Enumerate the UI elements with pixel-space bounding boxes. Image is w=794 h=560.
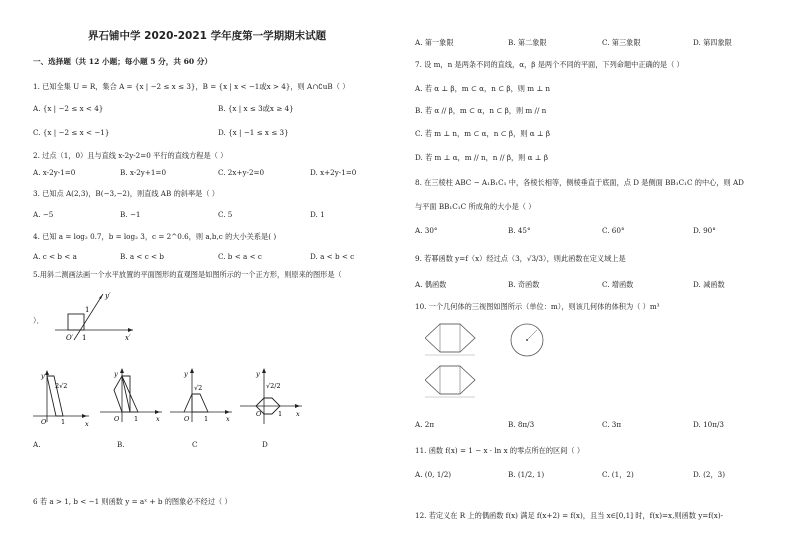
- y-label: y: [256, 370, 260, 378]
- x-label: x: [296, 410, 300, 418]
- q2-option-d: D. x+2y-1=0: [310, 168, 357, 177]
- q7-option-c: C. 若 m ⊥ n，m ⊂ α，n ⊂ β，则 α ⊥ β: [415, 129, 551, 138]
- q3-option-a: A. −5: [33, 210, 54, 219]
- q10-option-d: D. 10π/3: [693, 420, 724, 429]
- q1-option-b: B. {x | x ≤ 3或x ≥ 4}: [218, 104, 294, 113]
- q3-option-d: D. 1: [310, 210, 325, 219]
- q2-option-b: B. x-2y+1=0: [120, 168, 167, 177]
- y-label: y: [114, 370, 118, 378]
- q7-option-b: B. 若 α // β，m ⊂ α，n ⊂ β，则 m // n: [415, 106, 547, 115]
- q2-option-a: A. x-2y-1=0: [33, 168, 76, 177]
- one-label: 1: [85, 306, 90, 314]
- question-8-line2: 与平面 BB₁C₁C 所成角的大小是（ ）: [415, 202, 536, 211]
- q4-option-a: A. c < b < a: [33, 252, 77, 261]
- q2-option-c: C. 2x+y-2=0: [218, 168, 265, 177]
- one-label: 1: [134, 415, 139, 423]
- q1-option-d: D. {x | −1 ≤ x ≤ 3}: [218, 128, 289, 137]
- question-11: 11. 函数 f(x) = 1 − x · ln x 的零点所在的区间（ ）: [415, 446, 585, 455]
- one-label: 1: [82, 334, 87, 342]
- q10-three-view-figure: [425, 320, 555, 400]
- q5-option-b-figure: [100, 368, 166, 428]
- q3-option-b: B. −1: [120, 210, 141, 219]
- o-label: O: [256, 410, 262, 418]
- one-label: 1: [61, 418, 66, 426]
- question-6: 6 若 a > 1, b < −1 则函数 y = aˣ + b 的图象必不经过（ ）: [33, 497, 232, 506]
- y-label: y: [184, 370, 188, 378]
- o-label: O: [114, 415, 120, 423]
- question-2: 2. 过点（1，0）且与直线 x-2y-2=0 平行的直线方程是（ ）: [33, 151, 228, 160]
- q11-option-b: B. (1/2, 1): [508, 470, 545, 479]
- question-8-line1: 8. 在三棱柱 ABC − A₁B₁C₁ 中，各棱长相等，侧棱垂直于底面，点 D 是侧面 BB₁C₁C 的中心，则 AD: [415, 178, 744, 187]
- section-heading: 一、选择题（共 12 小题；每小题 5 分，共 60 分）: [33, 57, 212, 66]
- q5-option-d: D: [262, 440, 268, 449]
- q5-option-d-figure: [240, 368, 306, 428]
- y-prime-label: y′: [105, 292, 111, 300]
- q9-option-b: B. 奇函数: [508, 280, 540, 289]
- q5-option-c-figure: [170, 368, 236, 428]
- question-9: 9. 若幂函数 y=f（x）经过点（3，√3/3），则此函数在定义域上是: [415, 254, 626, 263]
- q6-option-b: B. 第二象限: [508, 38, 547, 47]
- y-label: y: [41, 372, 45, 380]
- q10-option-b: B. 8π/3: [508, 420, 535, 429]
- q11-option-c: C. (1，2): [602, 470, 634, 479]
- one-label: 1: [204, 415, 209, 423]
- o-prime-label: O′: [66, 334, 74, 342]
- q4-option-c: C. b < a < c: [218, 252, 262, 261]
- x-label: x: [156, 415, 160, 423]
- q9-option-c: C. 增函数: [602, 280, 634, 289]
- q1-option-a: A. {x | −2 ≤ x < 4}: [33, 104, 104, 113]
- question-12: 12. 若定义在 R 上的偶函数 f(x) 满足 f(x+2) = f(x)，且当 x∈[0,1] 时，f(x)=x,则函数 y=f(x)-: [415, 511, 724, 520]
- q3-option-c: C. 5: [218, 210, 233, 219]
- q5-intuitive-figure: [55, 290, 140, 345]
- q8-option-a: A. 30°: [415, 226, 438, 235]
- q10-option-a: A. 2π: [415, 420, 435, 429]
- two-sqrt2-label: 2√2: [55, 382, 68, 390]
- question-5-tail: ）．: [33, 316, 44, 325]
- one-label: 1: [278, 410, 283, 418]
- o-label: O: [184, 415, 190, 423]
- q4-option-b: B. a < c < b: [120, 252, 164, 261]
- q7-option-d: D. 若 m ⊥ α，m // n，n // β，则 α ⊥ β: [415, 153, 548, 162]
- page-title: 界石铺中学 2020-2021 学年度第一学期期末试题: [88, 30, 327, 42]
- q5-option-c: C: [192, 440, 198, 449]
- o-label: O: [41, 418, 47, 426]
- question-1: 1. 已知全集 U = R，集合 A = {x | −2 ≤ x ≤ 3}，B = {x | x < −1或x > 4}，则 A∩∁uB（ ）: [33, 82, 350, 91]
- question-4: 4. 已知 a = log₂ 0.7，b = log₂ 3，c = 2^0.6，则 a,b,c 的大小关系是( ): [33, 232, 277, 241]
- q9-option-d: D. 减函数: [693, 280, 725, 289]
- q7-option-a: A. 若 α ⊥ β，m ⊂ α，n ⊂ β，则 m ⊥ n: [415, 84, 551, 93]
- q5-option-a-figure: [33, 368, 93, 428]
- question-7: 7. 设 m，n 是两条不同的直线，α，β 是两个不同的平面，下列命题中正确的是（ ）: [415, 60, 684, 69]
- question-10: 10. 一个几何体的三视图如图所示（单位：m），则该几何体的体积为（ ）m³: [415, 302, 660, 311]
- q6-option-a: A. 第一象限: [415, 38, 454, 47]
- q11-option-d: D. (2，3): [693, 470, 726, 479]
- q8-option-d: D. 90°: [693, 226, 716, 235]
- sqrt2-label: √2: [194, 384, 203, 392]
- q6-option-d: D. 第四象限: [693, 38, 732, 47]
- question-5: 5.用斜二测画法画一个水平放置的平面图形的直观图是如图所示的一个正方形，则原来的图形是（: [33, 270, 342, 279]
- q5-option-a: A.: [33, 440, 41, 449]
- q8-option-b: B. 45°: [508, 226, 531, 235]
- q8-option-c: C. 60°: [602, 226, 625, 235]
- question-3: 3. 已知点 A(2,3)，B(−3,−2)，则直线 AB 的斜率是（ ）: [33, 189, 219, 198]
- x-prime-label: x′: [125, 334, 131, 342]
- q11-option-a: A. (0, 1/2): [415, 470, 452, 479]
- q4-option-d: D. a < b < c: [310, 252, 355, 261]
- q9-option-a: A. 偶函数: [415, 280, 447, 289]
- sqrt2-frac-label: √2/2: [266, 382, 281, 390]
- q6-option-c: C. 第三象限: [602, 38, 641, 47]
- x-label: x: [226, 415, 230, 423]
- x-label: x: [85, 420, 89, 428]
- q1-option-c: C. {x | −2 ≤ x < −1}: [33, 128, 110, 137]
- q10-option-c: C. 3π: [602, 420, 622, 429]
- q5-option-b: B.: [117, 440, 125, 449]
